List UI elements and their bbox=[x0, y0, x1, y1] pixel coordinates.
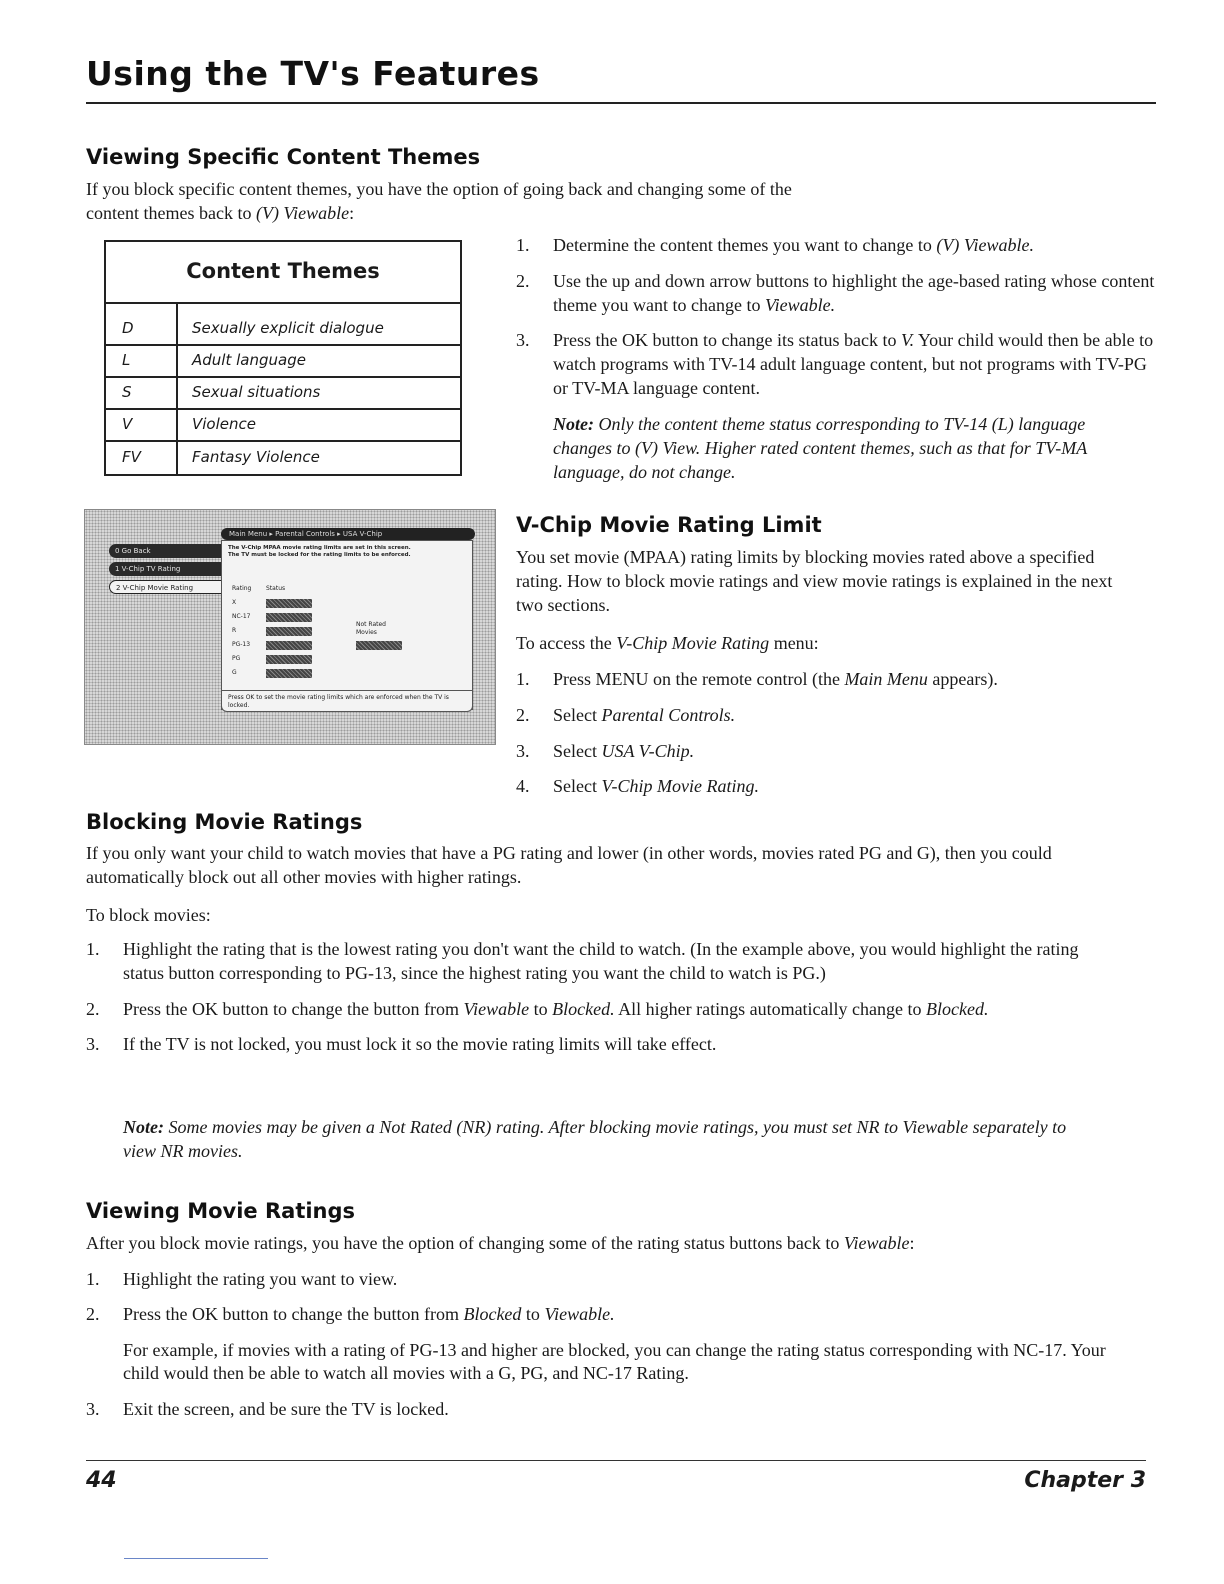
step-text: All higher ratings automatically change to bbox=[614, 998, 927, 1019]
step-text-italic: V. bbox=[900, 330, 915, 351]
step-text-italic: Parental Controls. bbox=[601, 704, 736, 725]
tv-rating-nc17: NC-17 bbox=[232, 613, 251, 620]
step-number: 2. bbox=[86, 998, 100, 1019]
tv-status-x bbox=[266, 599, 312, 608]
step-text-italic: Blocked bbox=[463, 1303, 522, 1324]
tv-menu-go-back: 0 Go Back bbox=[109, 544, 233, 558]
step-text-end: appears). bbox=[927, 669, 998, 689]
tv-rating-g: G bbox=[232, 669, 237, 676]
step-text: Select bbox=[553, 740, 602, 761]
content-themes-table bbox=[104, 240, 462, 476]
tv-menu-movie-rating: 2 V-Chip Movie Rating bbox=[109, 580, 233, 594]
step-text: Press the OK button to change the button from bbox=[123, 1303, 464, 1324]
step-number: 1. bbox=[86, 939, 100, 959]
vchip-para: You set movie (MPAA) rating limits by blocking movies rated above a specified rating. How to block movie ratings and view movie ratings is explained in the next two sections. bbox=[516, 547, 1113, 615]
content-themes-rows bbox=[106, 314, 460, 474]
step-text-end: Your child would then be able to watch programs with TV-14 adult language content, but not programs with TV-PG or TV-MA language content. bbox=[553, 330, 1154, 398]
tv-info-line2: The TV must be locked for the rating limits to be enforced. bbox=[228, 552, 411, 559]
theme-description: Sexually explicit dialogue bbox=[192, 319, 384, 338]
vchip-access-text: To access the bbox=[516, 633, 617, 653]
step-text: to bbox=[529, 998, 553, 1019]
step-text-italic: Viewable bbox=[463, 998, 530, 1019]
blocking-lead: To block movies: bbox=[86, 905, 211, 925]
theme-code: S bbox=[106, 378, 178, 408]
theme-description: Violence bbox=[192, 415, 256, 434]
blocking-note bbox=[123, 1116, 1083, 1164]
note-text: Only the content theme status corresponding to TV-14 (L) language changes to (V) View. Higher rated content themes, such as that for TV-MA language, do not change. bbox=[553, 414, 1087, 482]
note-label: Note: bbox=[553, 414, 594, 434]
vchip-access bbox=[516, 632, 1136, 656]
tv-status-not-rated bbox=[356, 641, 402, 650]
step-number: 2. bbox=[86, 1303, 100, 1324]
theme-description: Fantasy Violence bbox=[192, 448, 320, 467]
note-text: Some movies may be given a Not Rated (NR) rating. After blocking movie ratings, you must set NR to Viewable separately to view NR movies. bbox=[123, 1117, 1067, 1161]
tv-status-r bbox=[266, 627, 312, 636]
step-number: 4. bbox=[516, 776, 530, 797]
step-text-italic: Viewable. bbox=[544, 1303, 615, 1324]
theme-code: V bbox=[106, 410, 178, 440]
step-text: Press the OK button to change the button from bbox=[123, 998, 464, 1019]
tv-panel bbox=[221, 540, 473, 710]
scan-artifact-line bbox=[124, 1558, 268, 1559]
tv-status-pg13 bbox=[266, 641, 312, 650]
viewing-para bbox=[86, 1232, 1146, 1256]
tv-col-rating: Rating bbox=[232, 585, 252, 592]
step-text-italic: Main Menu bbox=[844, 669, 928, 689]
section-heading-vchip: V-Chip Movie Rating Limit bbox=[516, 513, 822, 537]
section-heading-blocking: Blocking Movie Ratings bbox=[86, 810, 363, 834]
footer-rule bbox=[86, 1460, 1146, 1461]
list-item bbox=[516, 329, 1156, 400]
tv-rating-pg: PG bbox=[232, 655, 241, 662]
list-item bbox=[86, 938, 1116, 986]
list-item bbox=[516, 234, 1156, 258]
table-row bbox=[106, 440, 460, 474]
theme-code: L bbox=[106, 346, 178, 376]
step-text: If the TV is not locked, you must lock it so the movie rating limits will take effect. bbox=[123, 1034, 717, 1055]
step-number: 1. bbox=[86, 1269, 100, 1289]
step-text: Highlight the rating that is the lowest rating you don't want the child to watch. (In the example above, you would highlight the rating status button corresponding to PG-13, since the highest rating you want the child to watch is PG.) bbox=[123, 939, 1079, 983]
list-item bbox=[86, 1398, 1116, 1422]
page-title: Using the TV's Features bbox=[86, 54, 540, 93]
title-rule bbox=[86, 102, 1156, 104]
step-text: to bbox=[521, 1303, 545, 1324]
page-number: 44 bbox=[86, 1468, 117, 1493]
step-text-italic: Blocked. bbox=[552, 998, 615, 1019]
step-number: 1. bbox=[516, 669, 530, 689]
themes-intro bbox=[86, 178, 1156, 226]
step-number: 3. bbox=[86, 1399, 100, 1419]
chapter-label: Chapter 3 bbox=[1024, 1468, 1146, 1493]
section-heading-content-themes: Viewing Specific Content Themes bbox=[86, 145, 481, 169]
list-item bbox=[516, 270, 1156, 318]
viewing-para-text: After you block movie ratings, you have the option of changing some of the rating status buttons back to bbox=[86, 1233, 844, 1253]
tv-col-status: Status bbox=[266, 585, 286, 592]
themes-intro-end: : bbox=[349, 202, 355, 223]
step-text: Highlight the rating you want to view. bbox=[123, 1269, 398, 1289]
viewing-para-italic: Viewable bbox=[843, 1233, 910, 1253]
table-row bbox=[106, 314, 460, 344]
tv-rating-x: X bbox=[232, 599, 237, 606]
step-text: Determine the content themes you want to change to bbox=[553, 235, 937, 255]
table-row bbox=[106, 376, 460, 408]
step-number: 2. bbox=[516, 270, 530, 291]
content-themes-table-title: Content Themes bbox=[106, 242, 460, 304]
step-text: Use the up and down arrow buttons to highlight the age-based rating whose content theme you want to change to bbox=[553, 270, 1155, 315]
list-item bbox=[516, 704, 1156, 728]
step-text-italic: USA V-Chip. bbox=[601, 740, 695, 761]
list-item bbox=[86, 998, 1116, 1022]
step-number: 3. bbox=[86, 1034, 100, 1055]
list-item bbox=[516, 668, 1156, 692]
note-label: Note: bbox=[123, 1117, 164, 1137]
tv-status-g bbox=[266, 669, 312, 678]
step-number: 3. bbox=[516, 740, 530, 761]
themes-note bbox=[553, 413, 1113, 484]
tv-not-rated-label: Not Rated Movies bbox=[356, 621, 386, 636]
tv-hint: Press OK to set the movie rating limits which are enforced when the TV is locked. bbox=[221, 690, 473, 712]
themes-intro-line2: content themes back to bbox=[86, 202, 256, 223]
viewing-example: For example, if movies with a rating of PG-13 and higher are blocked, you can change the rating status corresponding with NC-17. Your child would then be able to watch all movies with a G, PG, and NC-17 Rating. bbox=[123, 1339, 1106, 1384]
theme-description: Adult language bbox=[192, 351, 306, 370]
list-item bbox=[86, 1033, 1116, 1057]
section-heading-viewing: Viewing Movie Ratings bbox=[86, 1199, 356, 1223]
vchip-access-end: menu: bbox=[769, 633, 819, 653]
tv-rating-r: R bbox=[232, 627, 237, 634]
step-number: 1. bbox=[516, 235, 530, 255]
table-row bbox=[106, 408, 460, 440]
step-text-italic: Viewable. bbox=[764, 294, 836, 315]
tv-info-line1: The V-Chip MPAA movie rating limits are set in this screen. bbox=[228, 545, 411, 551]
tv-breadcrumb: Main Menu ▸ Parental Controls ▸ USA V-Chip bbox=[221, 528, 475, 540]
step-text: Select bbox=[553, 704, 602, 725]
tv-status-pg bbox=[266, 655, 312, 664]
viewing-para-end: : bbox=[909, 1233, 915, 1253]
list-item bbox=[516, 740, 1156, 764]
step-text: Exit the screen, and be sure the TV is locked. bbox=[123, 1399, 449, 1419]
themes-intro-italic: (V) Viewable bbox=[255, 202, 350, 223]
theme-code: FV bbox=[106, 442, 178, 474]
step-text: Select bbox=[553, 776, 602, 797]
tv-status-nc17 bbox=[266, 613, 312, 622]
step-text-italic: V-Chip Movie Rating. bbox=[601, 776, 759, 797]
blocking-steps bbox=[86, 938, 1116, 1069]
tv-info bbox=[228, 545, 411, 560]
themes-intro-line1: If you block specific content themes, you have the option of going back and changing some of the bbox=[86, 179, 792, 199]
theme-code: D bbox=[106, 314, 178, 344]
vchip-access-italic: V-Chip Movie Rating bbox=[616, 633, 770, 653]
themes-steps bbox=[516, 234, 1156, 413]
vchip-steps bbox=[516, 668, 1156, 811]
step-number: 2. bbox=[516, 704, 530, 725]
step-number: 3. bbox=[516, 330, 530, 351]
list-item bbox=[516, 775, 1156, 799]
theme-description: Sexual situations bbox=[192, 383, 321, 402]
blocking-para: If you only want your child to watch movies that have a PG rating and lower (in other words, movies rated PG and G), then you could automatically block out all other movies with higher ratings. bbox=[86, 843, 1052, 887]
step-text: Press MENU on the remote control (the bbox=[553, 669, 845, 689]
tv-rating-pg13: PG-13 bbox=[232, 641, 251, 648]
step-text-italic: Blocked. bbox=[926, 998, 989, 1019]
viewing-steps bbox=[86, 1268, 1116, 1434]
table-row bbox=[106, 344, 460, 376]
step-text: Press the OK button to change its status back to bbox=[553, 330, 901, 351]
list-item bbox=[86, 1268, 1116, 1292]
list-item bbox=[86, 1303, 1116, 1386]
tv-screen-illustration bbox=[84, 509, 496, 745]
tv-menu-tv-rating: 1 V-Chip TV Rating bbox=[109, 562, 233, 576]
step-text-italic: (V) Viewable. bbox=[936, 235, 1035, 255]
